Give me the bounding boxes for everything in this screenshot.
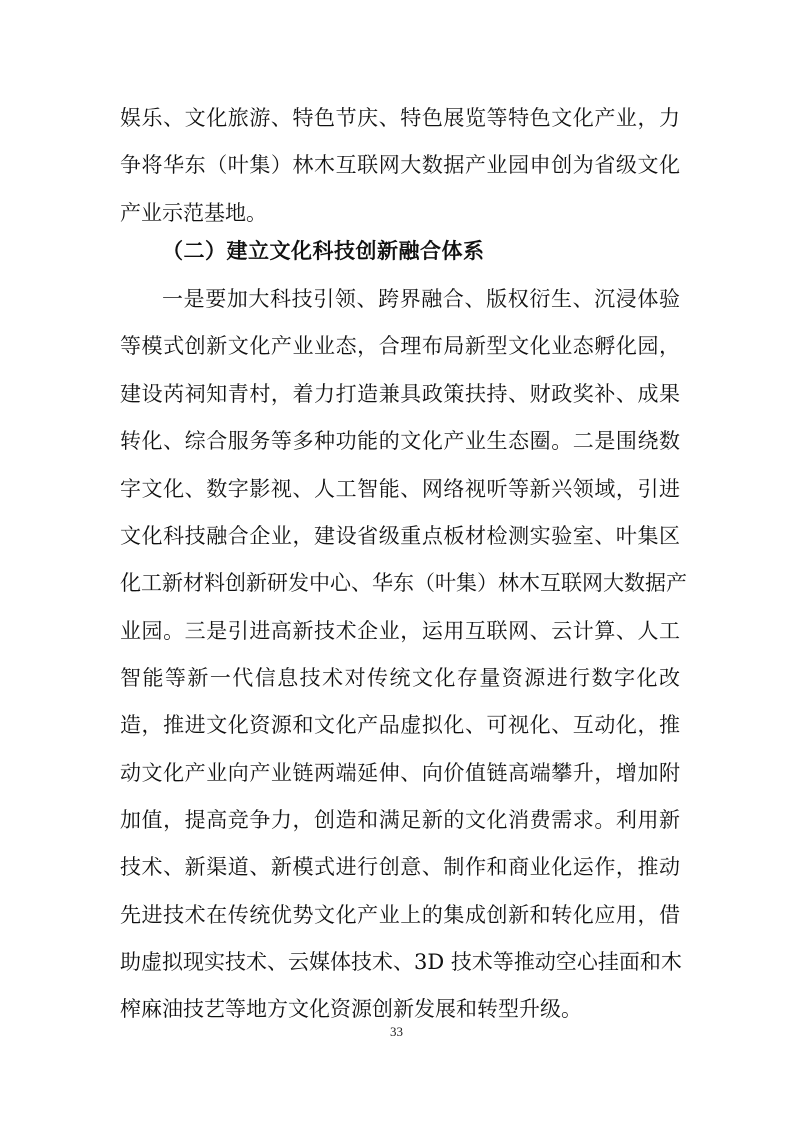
paragraph-line: 动文化产业向产业链两端延伸、向价值链高端攀升，增加附 [120, 761, 680, 785]
paragraph-line: 业园。三是引进高新技术企业，运用互联网、云计算、人工 [120, 619, 680, 643]
section-heading: （二）建立文化科技创新融合体系 [162, 239, 485, 263]
paragraph-line: 产业示范基地。 [120, 201, 267, 225]
paragraph-line: 榨麻油技艺等地方文化资源创新发展和转型升级。 [120, 997, 582, 1021]
paragraph-line: 化工新材料创新研发中心、华东（叶集）林木互联网大数据产 [120, 571, 687, 595]
paragraph-line: 文化科技融合企业，建设省级重点板材检测实验室、叶集区 [120, 524, 680, 548]
paragraph-line: 先进技术在传统优势文化产业上的集成创新和转化应用，借 [120, 903, 680, 927]
paragraph-line: 娱乐、文化旅游、特色节庆、特色展览等特色文化产业，力 [120, 106, 680, 130]
paragraph-line: 加值，提高竞争力，创造和满足新的文化消费需求。利用新 [120, 808, 680, 832]
paragraph-line: 建设芮祠知青村，着力打造兼具政策扶持、财政奖补、成果 [120, 382, 680, 406]
page-number: 33 [390, 1024, 403, 1039]
paragraph-line: 等模式创新文化产业业态，合理布局新型文化业态孵化园， [120, 334, 680, 358]
paragraph-line: 助虚拟现实技术、云媒体技术、3D 技术等推动空心挂面和木 [120, 950, 682, 974]
paragraph-line: 一是要加大科技引领、跨界融合、版权衍生、沉浸体验 [162, 287, 680, 311]
paragraph-line: 争将华东（叶集）林木互联网大数据产业园申创为省级文化 [120, 153, 680, 177]
paragraph-line: 转化、综合服务等多种功能的文化产业生态圈。二是围绕数 [120, 429, 680, 453]
paragraph-line: 造，推进文化资源和文化产品虚拟化、可视化、互动化，推 [120, 713, 680, 737]
paragraph-line: 技术、新渠道、新模式进行创意、制作和商业化运作，推动 [120, 855, 680, 879]
paragraph-line: 智能等新一代信息技术对传统文化存量资源进行数字化改 [120, 666, 680, 690]
paragraph-line: 字文化、数字影视、人工智能、网络视听等新兴领域，引进 [120, 477, 680, 501]
